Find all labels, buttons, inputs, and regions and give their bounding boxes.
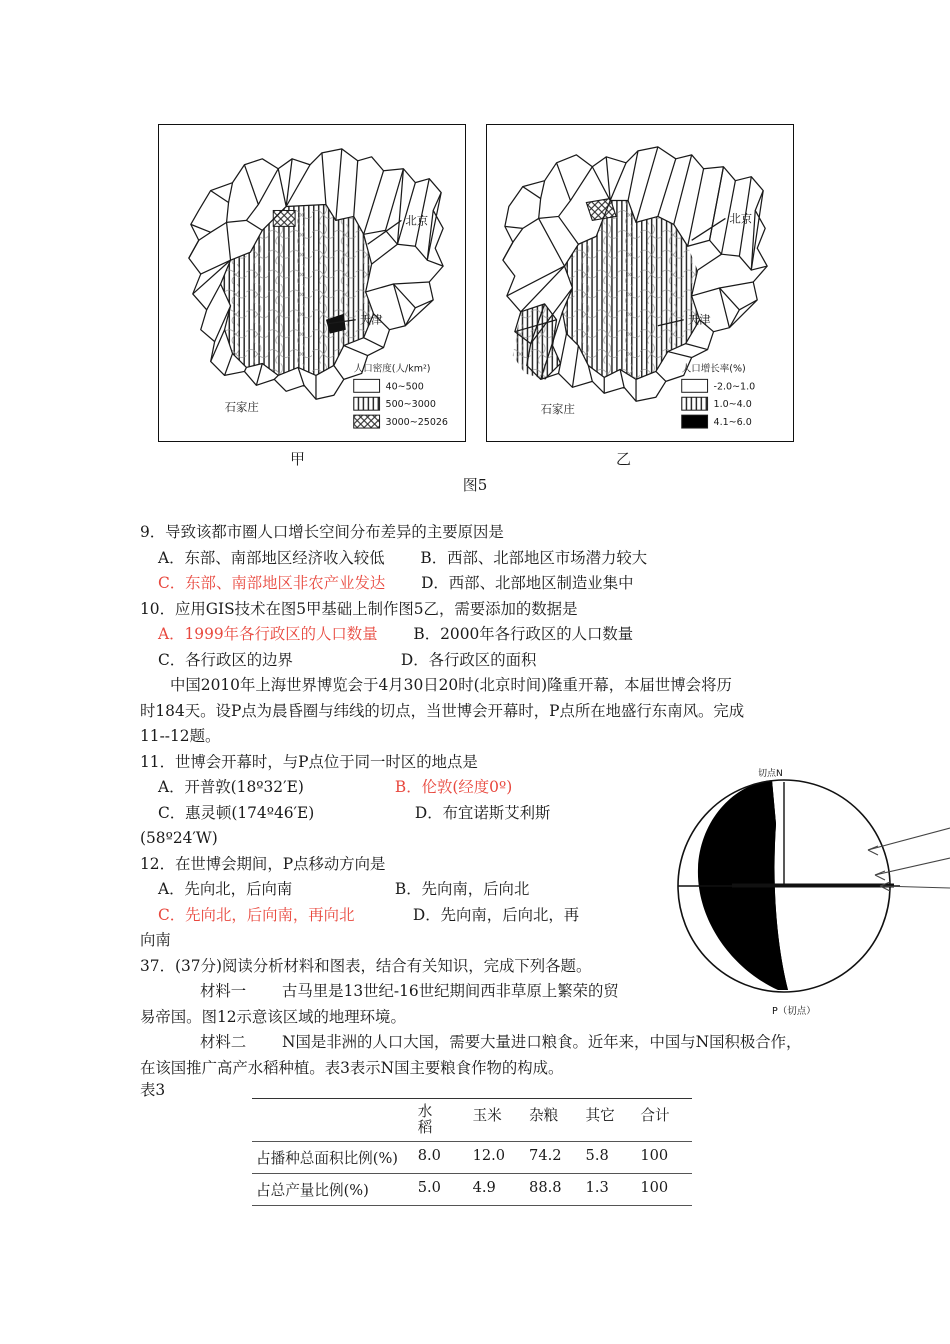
q11-option-a[interactable]: A．开普敦(18º32′E) [158,778,304,796]
table3-body [252,1141,692,1205]
map-label-shijiazhuang: 石家庄 [540,402,575,417]
q11-option-d-continuation: (58º24′W) [140,829,218,847]
table3-crop-composition [252,1098,692,1206]
table3-label: 表3 [140,1081,166,1099]
legend-range-3: 4.1~6.0 [713,417,752,429]
q12-option-a[interactable]: A．先向北，后向南 [158,880,293,898]
q9-option-d[interactable]: D．西部、北部地区制造业集中 [421,574,634,592]
table3-row0-rice: 8.0 [414,1141,469,1173]
passage-11-12-line-2: 时184天。设P点为晨昏圈与纬线的切点，当世博会开幕时，P点所在地盛行东南风。完成 [140,701,745,720]
q12-option-b[interactable]: B．先向南，后向北 [394,880,530,898]
q10-option-d[interactable]: D．各行政区的面积 [400,650,537,669]
q11-option-d[interactable]: D．布宜诺斯艾利斯 [414,803,551,822]
caption-yi: 乙 [616,450,632,468]
question-9-stem: 9．导致该都市圈人口增长空间分布差异的主要原因是 [140,523,504,541]
table3-row1-corn: 4.9 [469,1173,525,1205]
table3-col-header-4: 其它 [582,1099,637,1142]
map-population-growth-rate [486,124,794,442]
legend-range-2: 500~3000 [385,399,436,411]
q12-option-d-continuation: 向南 [140,931,171,949]
density-stripe-zone [221,205,374,376]
q12-option-d[interactable]: D．先向南，后向北，再 [412,905,580,924]
q9-option-b[interactable]: B．西部、北部地区市场潜力较大 [420,548,648,567]
map-population-density [158,124,466,442]
table3-row0-corn: 12.0 [469,1141,525,1173]
figure-number: 图5 [462,476,488,494]
table3-col-header-2: 玉米 [469,1099,525,1142]
table3-row0-label: 占播种总面积比例(%) [252,1141,414,1173]
map-label-tianjin: 天津 [359,312,383,327]
legend-swatch-stripes [354,397,380,410]
legend-swatch-stripes [682,397,708,410]
equator-thick-segment [732,884,894,888]
figure-captions [158,448,794,470]
question-10-options-row-1 [140,622,832,648]
sunlight-rays [868,828,950,888]
q12-option-c[interactable]: C．先向北，后向南，再向北 [158,905,355,924]
material-one-line-1: 古马里是13世纪-16世纪期间西非草原上繁荣的贸 [282,982,619,1000]
table3-row0-total: 100 [636,1141,692,1173]
legend-swatch-solid [682,415,708,428]
tangent-point-north-label: 切点N [758,769,783,779]
legend-range-3: 3000~25026 [385,417,448,429]
legend-range-1: -2.0~1.0 [713,381,756,393]
legend-title: 人口密度(人/km²) [353,363,431,375]
table3-head [252,1099,692,1142]
material-one-line-2: 易帝国。图12示意该区域的地理环境。 [140,1007,406,1026]
question-10-stem: 10．应用GIS技术在图5甲基础上制作图5乙，需要添加的数据是 [140,599,578,618]
map-left-svg [159,125,465,441]
legend-range-2: 1.0~4.0 [713,399,752,411]
table3-col-header-5: 合计 [636,1099,692,1142]
map-right-svg [487,125,793,441]
table3-col-header-0 [252,1099,414,1142]
question-9-options-row-2 [140,571,832,597]
tangent-point-p-label: P（切点） [772,1006,816,1017]
q10-option-b[interactable]: B．2000年各行政区的人口数量 [413,625,634,643]
legend-population-growth [682,362,755,428]
table3-col-header-3: 杂粮 [525,1099,581,1142]
q10-option-a[interactable]: A．1999年各行政区的人口数量 [158,625,378,643]
passage-11-12-line-3: 11--12题。 [140,727,221,745]
q11-option-b[interactable]: B．伦敦(经度0º) [394,778,513,796]
growth-crosshatch-cell [586,199,616,221]
map-label-beijing: 北京 [729,211,753,226]
material-two-line-2: 在该国推广高产水稻种植。表3表示N国主要粮食作物的构成。 [140,1058,564,1077]
table3-row1-total: 100 [636,1173,692,1205]
table3-row1-rice: 5.0 [414,1173,469,1205]
sun-illumination-diagram [672,762,950,1020]
q11-option-c[interactable]: C．惠灵顿(174º46′E) [158,803,315,822]
table3-row1-coarsegrain: 88.8 [525,1173,581,1205]
map-label-tianjin: 天津 [687,312,711,327]
q9-option-c[interactable]: C．东部、南部地区非农产业发达 [158,574,386,592]
caption-jia: 甲 [290,450,306,468]
material-two-label: 材料二 [200,1033,247,1051]
question-10-options-row-2 [140,648,832,674]
table-row [252,1141,692,1173]
material-two-line-1: N国是非洲的人口大国，需要大量进口粮食。近年来，中国与N国积极合作， [282,1033,802,1051]
table3-header-row [252,1099,692,1142]
legend-population-density [354,362,448,428]
legend-swatch-blank [682,379,708,392]
table3-col-header-1: 水稻 [414,1099,469,1142]
question-37-stem: 37．(37分)阅读分析材料和图表，结合有关知识，完成下列各题。 [140,956,592,975]
q10-option-c[interactable]: C．各行政区的边界 [158,650,293,669]
legend-swatch-crosshatch [354,415,380,428]
material-one-label: 材料一 [200,982,247,1000]
map-label-beijing: 北京 [405,213,429,228]
question-11-stem: 11．世博会开幕时，与P点位于同一时区的地点是 [140,752,478,771]
legend-title: 人口增长率(%) [681,363,746,375]
figure-5 [158,124,794,444]
legend-swatch-blank [354,379,380,392]
table3-wrapper [252,1098,692,1206]
sun-diagram-svg [672,762,950,1020]
density-crosshatch-cell [273,210,295,226]
table3-row1-label: 占总产量比例(%) [252,1173,414,1205]
question-12-stem: 12．在世博会期间，P点移动方向是 [140,854,386,873]
beijing-leader-line [692,218,726,240]
legend-range-1: 40~500 [385,381,424,393]
material-two-row [140,1030,832,1056]
question-9-options-row-1 [140,546,832,572]
q9-option-a[interactable]: A．东部、南部地区经济收入较低 [158,548,385,567]
table3-row0-other: 5.8 [582,1141,637,1173]
table-row [252,1173,692,1205]
table3-row0-coarsegrain: 74.2 [525,1141,581,1173]
table3-row1-other: 1.3 [582,1173,637,1205]
map-label-shijiazhuang: 石家庄 [224,400,259,415]
passage-11-12-line-1: 中国2010年上海世界博览会于4月30日20时(北京时间)隆重开幕，本届世博会将历 [170,676,732,694]
